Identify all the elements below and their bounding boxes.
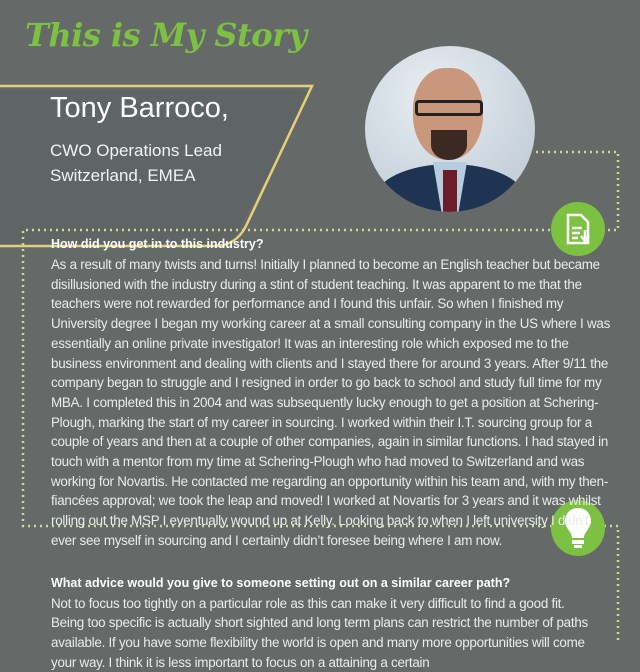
section-question: How did you get in to this industry? [51, 237, 264, 251]
section-2 [51, 575, 599, 672]
section-answer: Not to focus too tightly on a particular role as this can make it very difficult to find a good fit. Being too specific is actually short sighted and long term plans can restrict the number of paths available. If you have some flexibility the world is open and many more opportunities will come your way. I think it is less important to focus on a attaining a certain [51, 595, 588, 670]
story-sections [51, 236, 613, 672]
person-name: Tony Barroco, [50, 92, 229, 124]
role-title: CWO Operations Lead [50, 141, 222, 160]
section-answer: As a result of many twists and turns! Initially I planned to become an English teacher but became disillusioned with the industry during a stint of student teaching. It was apparent to me that the teachers were not rewarded for performance and I found this unfair. So when I finished my University degree I began my working career at a small consulting company in the US where I was essentially an online private investigator! It was an interesting role which exposed me to the business environment and dealing with clients and I stayed there for around 3 years. After 9/11 the company began to struggle and I resigned in order to go back to school and study full time for my MBA. I completed this in 2004 and was subsequently lucky enough to get a position at Schering-Plough, marking the start of my career in sourcing. I worked within their I.T. sourcing group for a couple of years and then at a couple of other companies, again in similar functions. I had stayed in touch with a mentor from my time at Schering-Plough who had moved to Switzerland and was working for Novartis. He contacted me regarding an opportunity within his team and, with my then-fiancées approval; we took the leap and moved! I worked at Novartis for 3 years and it was whilst rolling out the MSP I eventually wound up at Kelly. Looking back to when I left university I didn’t ever see myself in sourcing and I certainly didn’t foresee being where I am now. [51, 257, 611, 548]
section-1 [51, 236, 613, 551]
person-role [50, 138, 222, 188]
section-question: What advice would you give to someone setting out on a similar career path? [51, 575, 511, 590]
profile-photo [365, 46, 535, 212]
page-title: This is My Story [25, 16, 307, 54]
role-location: Switzerland, EMEA [50, 166, 196, 185]
